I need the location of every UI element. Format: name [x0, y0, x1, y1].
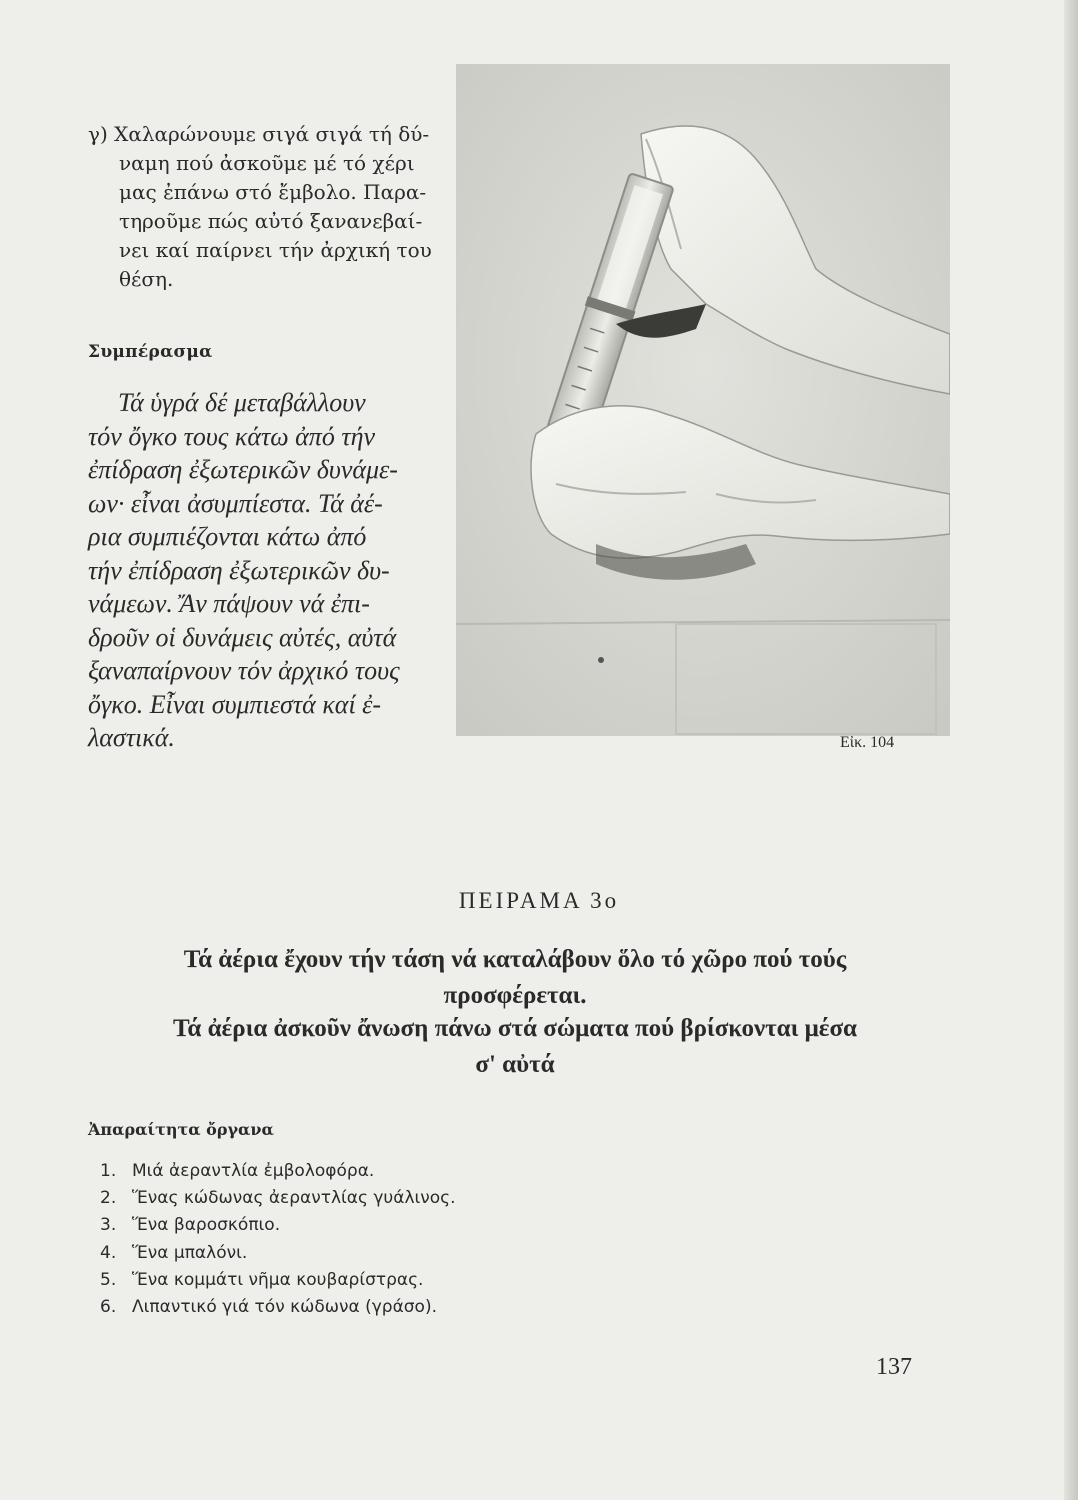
experiment-headline-2	[95, 1011, 935, 1083]
conclusion-line-6: τήν ἐπίδραση ἐξωτερικῶν δυ-	[88, 555, 390, 585]
step-g-line-1: Χαλαρώνουμε σιγά σιγά τή δύ-	[114, 122, 430, 146]
conclusion-heading: Συμπέρασμα	[88, 342, 213, 362]
headline-1-line-2: προσφέρεται.	[443, 982, 587, 1009]
list-item: 3. Ἕνα βαροσκόπιο.	[100, 1215, 281, 1236]
conclusion-line-1: Τά ὑγρά δέ μεταβάλλουν	[118, 388, 366, 417]
conclusion-line-4: ων· εἶναι ἀσυμπίεστα. Τά ἀέ-	[88, 488, 383, 518]
step-g-line-2: ναμη πού ἀσκοῦμε μέ τό χέρι	[119, 151, 415, 175]
step-g-marker: γ)	[88, 122, 108, 146]
page-number: 137	[876, 1354, 912, 1380]
syringe-photo-illustration	[456, 64, 950, 736]
experiment-title: ΠΕΙΡΑΜΑ 3ο	[458, 888, 620, 913]
conclusion-line-7: νάμεων. Ἄν πάψουν νά ἐπι-	[88, 589, 370, 618]
headline-1-line-1: Τά ἀέρια ἔχουν τήν τάση νά καταλάβουν ὅλο τό χῶρο πού τούς	[183, 946, 847, 973]
headline-2-line-2: σ' αὐτά	[475, 1051, 555, 1078]
page-edge	[1064, 0, 1078, 1500]
list-item: 2. Ἕνας κώδωνας ἀεραντλίας γυάλινος.	[100, 1188, 456, 1209]
tools-list	[100, 1158, 456, 1321]
step-g-line-4: τηροῦμε πώς αὐτό ξανανεβαί-	[119, 209, 423, 233]
conclusion-line-5: ρια συμπιέζονται κάτω ἀπό	[88, 522, 367, 551]
list-item: 1. Μιά ἀεραντλία ἐμβολοφόρα.	[100, 1161, 375, 1181]
headline-2-line-1: Τά ἀέρια ἀσκοῦν ἄνωση πάνω στά σώματα πού βρίσκονται μέσα	[172, 1015, 858, 1042]
conclusion-line-10: ὄγκο. Εἶναι συμπιεστά καί ἐ-	[88, 689, 382, 719]
experiment-headline-1	[95, 942, 935, 1014]
figure-photo-hand-syringe	[456, 64, 950, 736]
list-item: 4. Ἕνα μπαλόνι.	[100, 1242, 248, 1263]
conclusion-text	[88, 386, 448, 755]
list-item: 5. Ἕνα κομμάτι νῆμα κουβαρίστρας.	[100, 1269, 424, 1290]
step-g-paragraph	[88, 120, 438, 294]
conclusion-line-3: ἐπίδραση ἐξωτερικῶν δυνάμε-	[88, 455, 398, 484]
figure-caption: Εἰκ. 104	[840, 734, 895, 751]
step-g-line-3: μας ἐπάνω στό ἔμβολο. Παρα-	[119, 180, 427, 204]
conclusion-line-9: ξαναπαίρνουν τόν ἀρχικό τους	[88, 656, 400, 685]
conclusion-line-11: λαστικά.	[88, 723, 175, 752]
list-item: 6. Λιπαντικό γιά τόν κώδωνα (γράσο).	[100, 1297, 437, 1318]
conclusion-line-8: δροῦν οἱ δυνάμεις αὐτές, αὐτά	[88, 622, 397, 652]
conclusion-line-2: τόν ὄγκο τους κάτω ἀπό τήν	[88, 421, 376, 451]
step-g-line-5: νει καί παίρνει τήν ἀρχική του	[119, 238, 432, 262]
step-g-line-6: θέση.	[119, 267, 174, 291]
tools-heading: Ἀπαραίτητα ὄργανα	[88, 1120, 274, 1139]
